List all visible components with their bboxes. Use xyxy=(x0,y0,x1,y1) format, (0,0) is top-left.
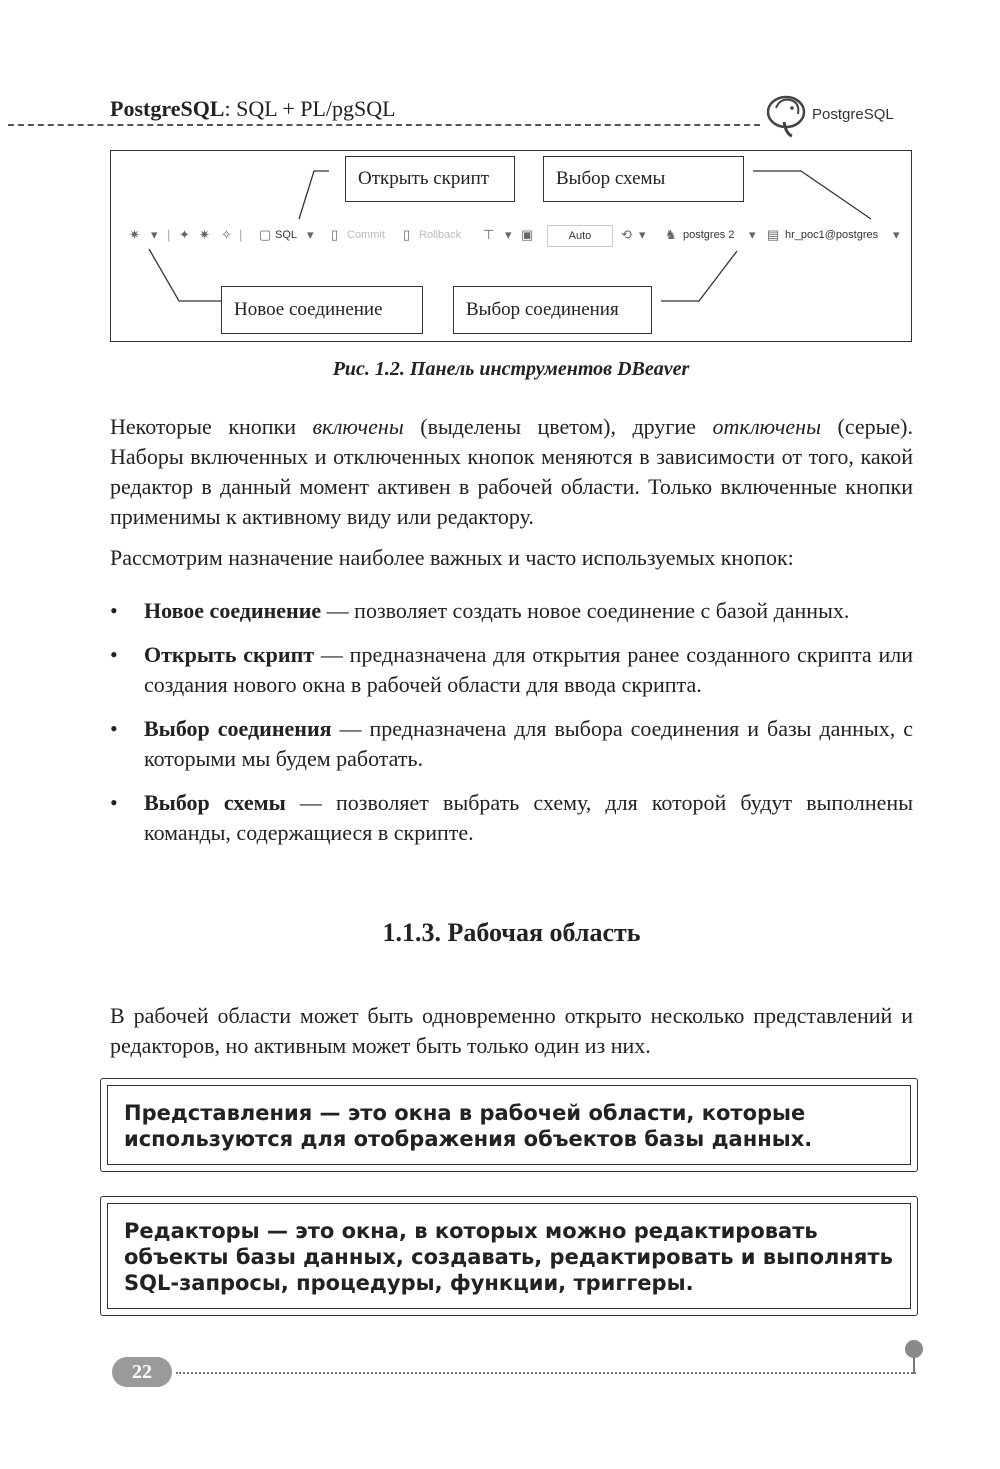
connect-icon[interactable]: ✦ xyxy=(179,227,190,242)
chevron-down-icon[interactable]: ▾ xyxy=(749,227,756,242)
callout-select-connection: Выбор соединения xyxy=(453,286,652,334)
list-item xyxy=(110,714,913,774)
p1-italic-enabled: включены xyxy=(312,414,404,439)
paragraph-workspace: В рабочей области может быть одновременно открыто несколько представлений и редакторов, но активным может быть только один из них. xyxy=(110,1003,913,1058)
footer-divider xyxy=(176,1372,916,1374)
note-views xyxy=(100,1078,918,1172)
callout-select-schema: Выбор схемы xyxy=(543,156,744,202)
note-editors xyxy=(100,1196,918,1316)
paragraph-intro-list: Рассмотрим назначение наиболее важных и часто используемых кнопок: xyxy=(110,545,794,570)
bullet-icon: • xyxy=(110,790,118,815)
list-item-term: Выбор соединения xyxy=(144,716,332,741)
header-title-rest: : SQL + PL/pgSQL xyxy=(224,96,396,121)
paragraph-buttons-state xyxy=(110,412,913,532)
list-item-text: — предназначена для выбора соединения и базы данных, с которыми мы будем работать. xyxy=(144,716,913,771)
dbeaver-toolbar xyxy=(111,221,911,251)
list-item-text: — позволяет выбрать схему, для которой будут выполнены команды, содержащиеся в скрипте. xyxy=(144,790,913,845)
separator-icon: | xyxy=(167,227,171,242)
disconnect-icon[interactable]: ✷ xyxy=(199,227,210,242)
p1-text: Некоторые кнопки xyxy=(110,414,313,439)
open-script-icon[interactable]: ▢ xyxy=(259,227,272,242)
footer-ornament-stem xyxy=(913,1356,915,1374)
p1-italic-disabled: отключены xyxy=(712,414,821,439)
invalidate-icon[interactable]: ✧ xyxy=(221,227,232,242)
callout-new-connection: Новое соединение xyxy=(221,286,423,334)
header-logo-text: PostgreSQL xyxy=(812,106,894,123)
separator-icon: | xyxy=(239,227,243,242)
button-list xyxy=(110,596,913,862)
schema-selector[interactable]: hr_poc1@postgres xyxy=(785,229,879,241)
footer-ornament-icon xyxy=(905,1340,923,1358)
schema-icon: ▤ xyxy=(767,227,780,242)
list-item xyxy=(110,640,913,700)
commit-button-label: Commit xyxy=(347,229,385,241)
p1-text: (серые). Наборы включенных и отключенных кнопок меняются в зависимости от того, какой редактор в данный момент активен в рабочей области. Только включенные кнопки применимы к активному виду или редактору. xyxy=(110,414,913,529)
chevron-down-icon[interactable]: ▾ xyxy=(151,227,158,242)
list-item-term: Открыть скрипт xyxy=(144,642,315,667)
bullet-icon: • xyxy=(110,642,118,667)
bullet-icon: • xyxy=(110,598,118,623)
chevron-down-icon[interactable]: ▾ xyxy=(893,227,900,242)
callout-open-script: Открыть скрипт xyxy=(345,156,515,202)
chevron-down-icon[interactable]: ▾ xyxy=(307,227,314,242)
bullet-icon: • xyxy=(110,716,118,741)
rollback-button-label: Rollback xyxy=(419,229,462,241)
toolbar-figure xyxy=(110,150,912,342)
note-editors-text: Редакторы — это окна, в которых можно редактировать объекты базы данных, создавать, редактировать и выполнять SQL-запросы, процедуры, функции, триггеры. xyxy=(107,1203,911,1309)
chevron-down-icon[interactable]: ▾ xyxy=(639,227,646,242)
elephant-logo-icon xyxy=(762,92,814,140)
header-title-bold: PostgreSQL xyxy=(110,96,225,121)
history-icon[interactable]: ⟲ xyxy=(621,227,632,242)
new-connection-icon[interactable]: ✷ xyxy=(129,227,140,242)
list-item xyxy=(110,788,913,848)
chevron-down-icon[interactable]: ▾ xyxy=(505,227,512,242)
note-views-text: Представления — это окна в рабочей области, которые используются для отображения объектов базы данных. xyxy=(107,1085,911,1165)
section-heading: 1.1.3. Рабочая область xyxy=(382,918,641,947)
database-elephant-icon: ♞ xyxy=(665,227,677,242)
header-divider xyxy=(8,124,760,126)
page-number: 22 xyxy=(112,1357,172,1387)
rollback-icon: ▯ xyxy=(403,227,411,242)
figure-caption: Рис. 1.2. Панель инструментов DBeaver xyxy=(332,358,690,380)
list-item-text: — позволяет создать новое соединение с базой данных. xyxy=(321,598,850,623)
commit-icon: ▯ xyxy=(331,227,339,242)
list-item-text: — предназначена для открытия ранее созданного скрипта или создания нового окна в рабочей области для ввода скрипта. xyxy=(144,642,913,697)
lock-icon[interactable]: ▣ xyxy=(521,227,534,242)
connection-selector[interactable]: postgres 2 xyxy=(683,229,735,241)
list-item-term: Новое соединение xyxy=(144,598,322,623)
sql-button-label[interactable]: SQL xyxy=(275,229,298,241)
list-item xyxy=(110,596,913,626)
list-item-term: Выбор схемы xyxy=(144,790,286,815)
auto-commit-field[interactable]: Auto xyxy=(547,225,613,247)
p1-text: (выделены цветом), другие xyxy=(403,414,713,439)
running-header xyxy=(110,96,396,122)
transaction-mode-icon[interactable]: ⊤ xyxy=(483,227,495,242)
